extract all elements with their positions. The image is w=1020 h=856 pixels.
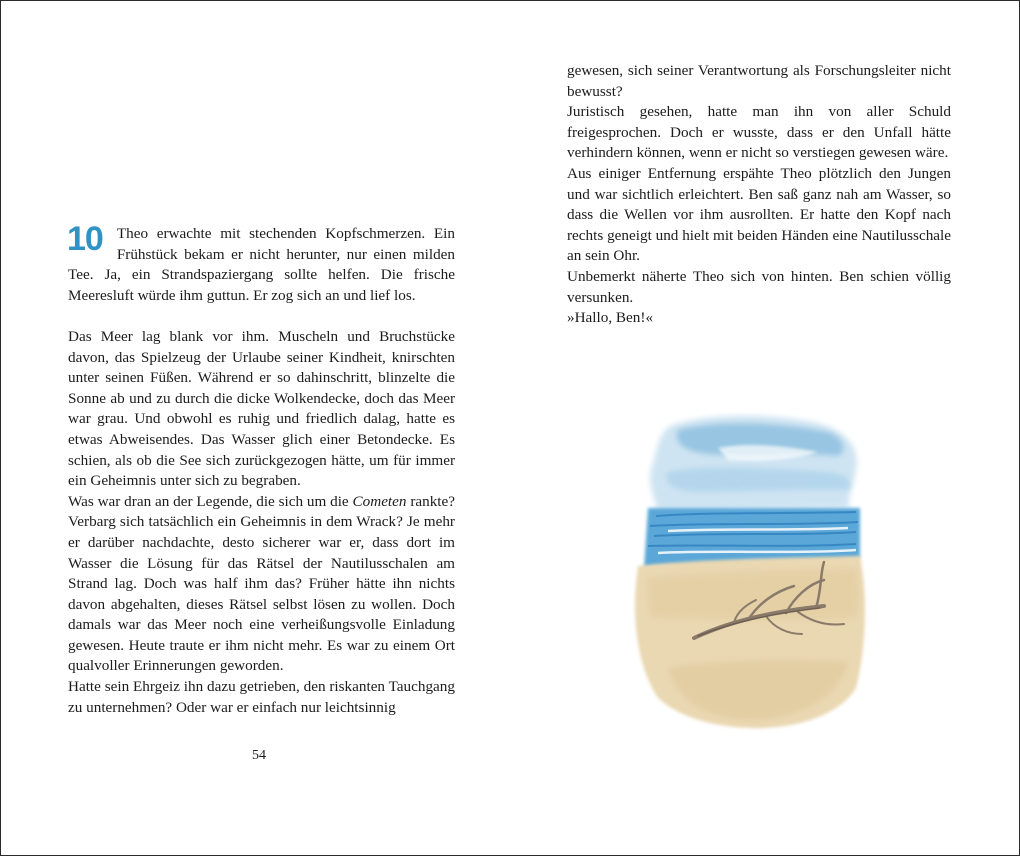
beach-driftwood-illustration — [598, 408, 873, 733]
paragraph-3 — [68, 492, 455, 677]
left-page-text — [67, 220, 456, 718]
right-paragraph-3: Aus einiger Entfernung erspähte Theo plötzlich den Jungen und war sichtlich erleichtert. Ben saß ganz nah am Wasser, so dass die Wellen vor ihm ausrollten. Er hatte den Kopf nach rechts geneigt und hielt mit beiden Händen eine Nautilusschale an sein Ohr. — [567, 164, 951, 265]
right-paragraph-2: Juristisch gesehen, hatte man ihn von aller Schuld freigesprochen. Doch er wusste, dass er den Unfall hätte verhindern können, wenn er nicht so verstiegen gewesen wäre. — [567, 103, 951, 162]
paragraph-3-before: Was war dran an der Legende, die sich um die — [68, 492, 353, 510]
first-paragraph-text: Theo erwachte mit stechenden Kopfschmerzen. Ein Frühstück bekam er nicht herunter, nur einen milden Tee. Ja, ein Strandspaziergang sollte helfen. Die frische Meeresluft würde ihm guttun. Er zog sich an und lief los. — [68, 225, 455, 304]
paragraph-4: Hatte sein Ehrgeiz ihn dazu getrieben, den riskanten Tauchgang zu unternehmen? Oder war er einfach nur leichtsinnig — [68, 678, 455, 716]
right-paragraph-4: Unbemerkt näherte Theo sich von hinten. Ben schien völlig versunken. — [567, 267, 951, 306]
first-paragraph — [67, 220, 455, 306]
paragraph-2: Das Meer lag blank vor ihm. Muscheln und Bruchstücke davon, das Spielzeug der Urlaube seiner Kindheit, knirschten unter seinen Füßen. Während er so dahinschritt, blinzelte die Sonne ab und zu durch die dicke Wolkendecke, doch das Meer war grau. Und obwohl es ruhig und friedlich dalag, hatte es etwas Abweisendes. Das Wasser glich einer Betondecke. Es schien, als ob die See sich zurückgezogen hätte, um für immer ein Geheimnis unter sich zu begraben. — [68, 327, 455, 490]
chapter-number: 10 — [67, 220, 103, 258]
paragraph-gap — [68, 306, 455, 327]
ship-name: Cometen — [352, 492, 407, 510]
paragraph-3-after: rankte? Verbarg sich tatsächlich ein Geheimnis in dem Wrack? Je mehr er darüber nachdachte, desto sicherer war er, dass dort im Wasser die Lösung für das Rätsel der Nautilusschalen am Strand lag. Doch was half ihm das? Früher hätte ihn nichts davon abgehalten, dieses Rätsel selbst lösen zu wollen. Doch damals war das Meer noch eine verheißungsvolle Einladung gewesen. Heute traute er ihm nicht mehr. Es war zu einem Ort qualvoller Erinnerungen geworden. — [68, 492, 456, 675]
right-page-text — [567, 61, 951, 329]
page-number: 54 — [252, 748, 266, 763]
right-paragraph-5: »Hallo, Ben!« — [567, 309, 654, 327]
right-paragraph-1: gewesen, sich seiner Verantwortung als Forschungsleiter nicht bewusst? — [567, 62, 951, 100]
